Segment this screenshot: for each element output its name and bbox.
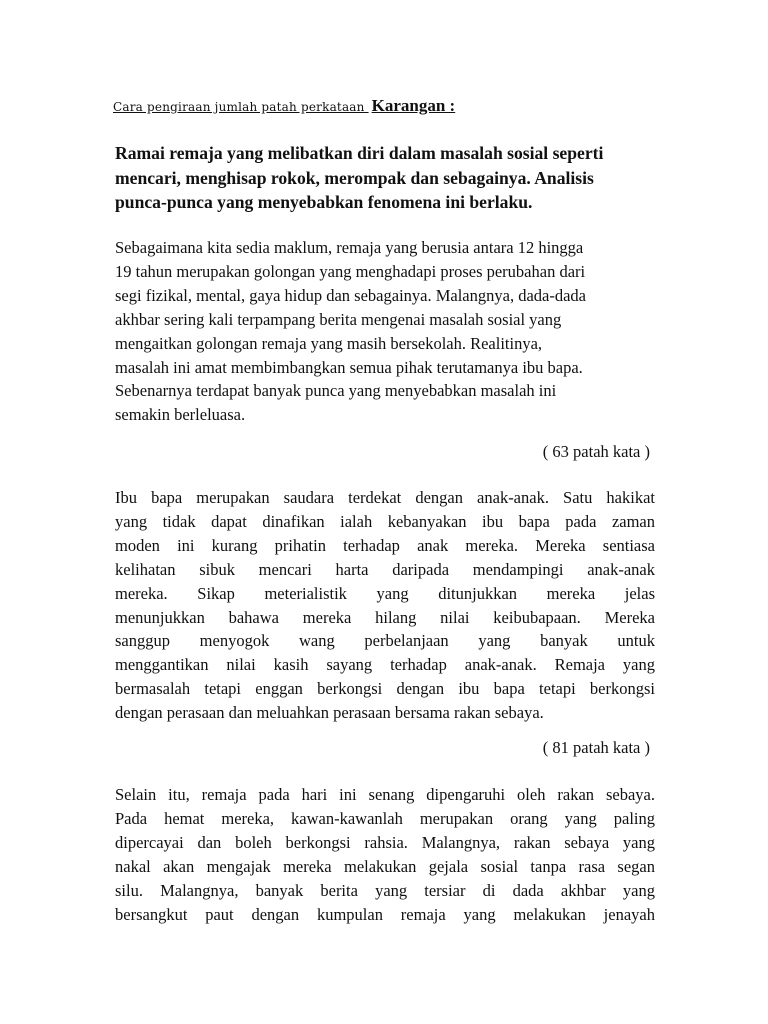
- paragraph-line: kelihatan sibuk mencari harta daripada mendampingi anak-anak: [115, 559, 655, 579]
- question-line: punca-punca yang menyebabkan fenomena ini berlaku.: [115, 192, 533, 212]
- paragraph-introduction: [115, 236, 655, 427]
- paragraph-line: Ibu bapa merupakan saudara terdekat dengan anak-anak. Satu hakikat: [115, 488, 655, 507]
- paragraph-line: mereka. Sikap meterialistik yang ditunjukkan mereka jelas: [115, 583, 655, 603]
- paragraph-line: Sebenarnya terdapat banyak punca yang menyebabkan masalah ini: [115, 381, 557, 401]
- paragraph-line: akhbar sering kali terpampang berita mengenai masalah sosial yang: [115, 309, 562, 329]
- paragraph-line: sanggup menyogok wang perbelanjaan yang banyak untuk: [115, 631, 655, 651]
- paragraph-parents: [115, 486, 655, 725]
- paragraph-line: menunjukkan bahawa mereka hilang nilai keibubapaan. Mereka: [115, 607, 655, 627]
- paragraph-line: menggantikan nilai kasih sayang terhadap anak-anak. Remaja yang: [115, 655, 655, 675]
- heading-caption: Cara pengiraan jumlah patah perkataan: [113, 100, 365, 114]
- heading-essay-label: Karangan :: [371, 96, 456, 115]
- paragraph-line: nakal akan mengajak mereka melakukan gejala sosial tanpa rasa segan: [115, 856, 655, 876]
- paragraph-line: Sebagaimana kita sedia maklum, remaja yang berusia antara 12 hingga: [115, 238, 584, 257]
- document-heading: [113, 95, 455, 118]
- paragraph-line: 19 tahun merupakan golongan yang menghadapi proses perubahan dari: [115, 261, 586, 281]
- paragraph-line: masalah ini amat membimbangkan semua pihak terutamanya ibu bapa.: [115, 357, 583, 377]
- paragraph-line: silu. Malangnya, banyak berita yang tersiar di dada akhbar yang: [115, 880, 655, 900]
- question-line: mencari, menghisap rokok, merompak dan sebagainya. Analisis: [115, 167, 594, 188]
- paragraph-line: yang tidak dapat dinafikan ialah kebanyakan ibu bapa pada zaman: [115, 511, 655, 531]
- paragraph-line: Pada hemat mereka, kawan-kawanlah merupakan orang yang paling: [115, 808, 655, 828]
- paragraph-line: moden ini kurang prihatin terhadap anak mereka. Mereka sentiasa: [115, 535, 655, 555]
- word-count-2: ( 81 patah kata ): [542, 738, 650, 757]
- paragraph-line: dengan perasaan dan meluahkan perasaan bersama rakan sebaya.: [115, 703, 544, 723]
- paragraph-line: Selain itu, remaja pada hari ini senang dipengaruhi oleh rakan sebaya.: [115, 785, 655, 804]
- word-count-1: ( 63 patah kata ): [542, 442, 650, 461]
- question-line: Ramai remaja yang melibatkan diri dalam masalah sosial seperti: [115, 143, 604, 163]
- paragraph-line: bersangkut paut dengan kumpulan remaja yang melakukan jenayah: [115, 904, 655, 924]
- paragraph-line: bermasalah tetapi enggan berkongsi dengan ibu bapa tetapi berkongsi: [115, 679, 655, 699]
- paragraph-line: dipercayai dan boleh berkongsi rahsia. Malangnya, rakan sebaya yang: [115, 832, 655, 852]
- essay-question: [115, 141, 655, 215]
- paragraph-line: segi fizikal, mental, gaya hidup dan sebagainya. Malangnya, dada-dada: [115, 285, 586, 305]
- paragraph-line: semakin berleluasa.: [115, 405, 246, 425]
- paragraph-line: mengaitkan golongan remaja yang masih bersekolah. Realitinya,: [115, 333, 543, 353]
- paragraph-peers: [115, 783, 655, 926]
